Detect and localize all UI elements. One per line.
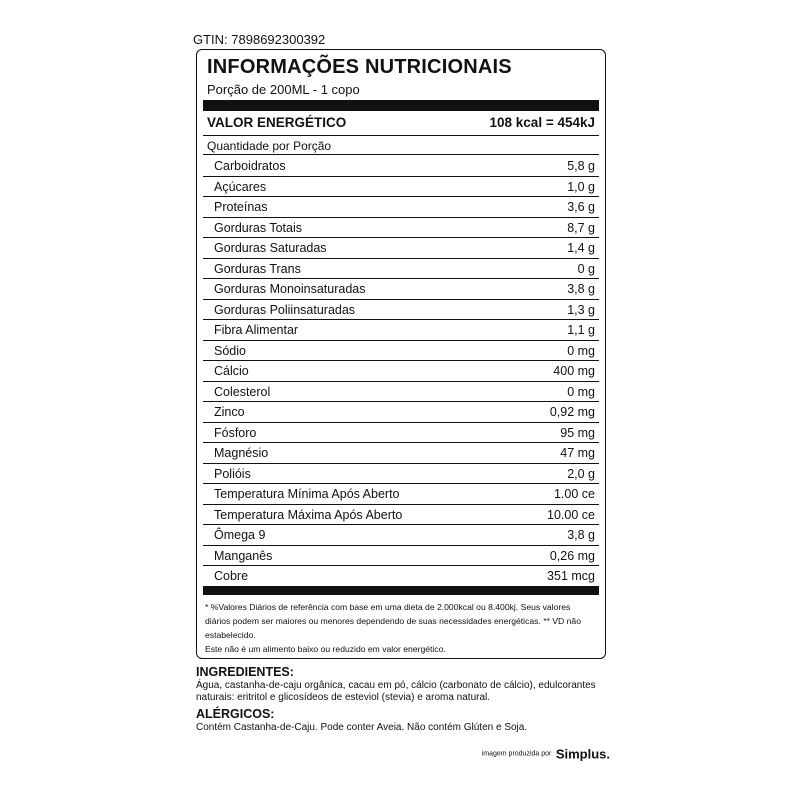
thick-divider <box>203 586 599 595</box>
nutrient-value: 0,92 mg <box>549 405 595 419</box>
divider <box>203 135 599 136</box>
nutrient-name: Colesterol <box>214 384 271 399</box>
nutrient-row <box>203 156 599 177</box>
nutrient-name: Gorduras Poliinsaturadas <box>214 302 356 317</box>
brand-logo: Simplus. <box>555 746 610 762</box>
gtin-code: GTIN: 7898692300392 <box>193 32 326 47</box>
nutrient-name: Açúcares <box>214 179 267 194</box>
nutrient-name: Gorduras Monoinsaturadas <box>214 282 366 296</box>
nutrient-value: 47 mg <box>560 446 595 460</box>
footnote-energy: Este não é um alimento baixo ou reduzido em valor energético. <box>205 644 446 654</box>
nutrient-value: 0,26 mg <box>549 548 595 563</box>
nutrient-name: Ômega 9 <box>214 528 266 542</box>
nutrient-row <box>203 259 599 280</box>
nutrient-value: 0 mg <box>567 384 595 399</box>
nutrient-name: Gorduras Trans <box>214 261 301 276</box>
nutrient-value: 0 g <box>577 261 595 276</box>
image-credit <box>460 745 610 763</box>
quantity-header: Quantidade por Porção <box>207 139 332 153</box>
nutrient-name: Carboidratos <box>214 159 286 173</box>
nutrient-row <box>203 361 599 382</box>
nutrient-row <box>203 402 599 423</box>
nutrient-row <box>203 505 599 526</box>
nutrient-name: Zinco <box>214 405 245 419</box>
thick-divider <box>203 100 599 111</box>
nutrient-value: 351 mcg <box>547 569 595 583</box>
nutrient-row <box>203 484 599 505</box>
nutrient-value: 95 mg <box>560 425 595 440</box>
nutrient-value: 3,8 g <box>567 282 595 296</box>
allergens-text: Contém Castanha-de-Caju. Pode conter Aveia. Não contém Glúten e Soja. <box>196 722 528 733</box>
nutrient-value: 3,8 g <box>567 528 595 542</box>
nutrient-name: Manganês <box>214 548 273 563</box>
nutrient-row <box>203 218 599 239</box>
nutrient-row <box>203 320 599 341</box>
nutrient-row <box>203 279 599 300</box>
energy-label: VALOR ENERGÉTICO <box>207 115 347 130</box>
nutrient-name: Fósforo <box>214 425 257 440</box>
nutrient-row <box>203 546 599 567</box>
nutrient-name: Proteínas <box>214 200 268 214</box>
nutrient-row <box>203 525 599 546</box>
ingredients-text: Água, castanha-de-caju orgânica, cacau em pó, cálcio (carbonato de cálcio), edulcorantes naturais: eritritol e glicosídeos de esteviol (stevia) e aroma natural. <box>196 680 596 703</box>
nutrient-value: 3,6 g <box>567 200 595 214</box>
nutrient-name: Sódio <box>214 343 246 358</box>
nutrient-name: Fibra Alimentar <box>214 323 299 337</box>
nutrient-value: 400 mg <box>553 364 595 378</box>
divider <box>203 154 599 155</box>
nutrient-row <box>203 443 599 464</box>
nutrient-row <box>203 238 599 259</box>
nutrient-row <box>203 177 599 198</box>
nutrient-value: 5,8 g <box>567 159 595 173</box>
nutrient-name: Temperatura Máxima Após Aberto <box>214 507 403 522</box>
nutrient-value: 1.00 ce <box>553 487 595 501</box>
nutrient-row <box>203 341 599 362</box>
nutrient-value: 1,3 g <box>567 302 595 317</box>
nutrient-value: 2,0 g <box>567 466 595 481</box>
nutrient-row <box>203 423 599 444</box>
footnote <box>205 600 597 656</box>
nutrient-row <box>203 197 599 218</box>
nutrient-value: 8,7 g <box>567 220 595 235</box>
nutrient-value: 10.00 ce <box>547 507 595 522</box>
portion-size: Porção de 200ML - 1 copo <box>207 82 360 97</box>
nutrient-value: 0 mg <box>567 343 595 358</box>
nutrient-name: Magnésio <box>214 446 269 460</box>
nutrient-name: Temperatura Mínima Após Aberto <box>214 487 400 501</box>
energy-value: 108 kcal = 454kJ <box>489 115 595 130</box>
nutrient-name: Cobre <box>214 569 249 583</box>
nutrient-name: Polióis <box>214 466 251 481</box>
nutrition-facts-panel <box>196 49 606 659</box>
nutrient-row <box>203 300 599 321</box>
nutrient-value: 1,1 g <box>567 323 595 337</box>
nutrient-name: Gorduras Totais <box>214 220 303 235</box>
energy-row <box>203 111 599 135</box>
nutrient-row <box>203 464 599 485</box>
ingredients-heading: INGREDIENTES: <box>196 665 294 679</box>
nutrient-table <box>203 156 599 587</box>
footnote-daily-values: * %Valores Diários de referência com base em uma dieta de 2.000kcal ou 8.400kj. Seus valores diários podem ser maiores ou menores dependendo de suas necessidades energéticas. ** VD não estabelecido. <box>205 602 581 640</box>
nutrient-name: Gorduras Saturadas <box>214 241 327 255</box>
nutrient-row <box>203 382 599 403</box>
nutrient-name: Cálcio <box>214 364 249 378</box>
nutrient-value: 1,4 g <box>567 241 595 255</box>
credit-prefix: imagem produzida por <box>481 750 552 758</box>
nutrient-value: 1,0 g <box>567 179 595 194</box>
allergens-heading: ALÉRGICOS: <box>196 707 275 721</box>
panel-title: INFORMAÇÕES NUTRICIONAIS <box>207 56 512 78</box>
nutrient-row <box>203 566 599 587</box>
